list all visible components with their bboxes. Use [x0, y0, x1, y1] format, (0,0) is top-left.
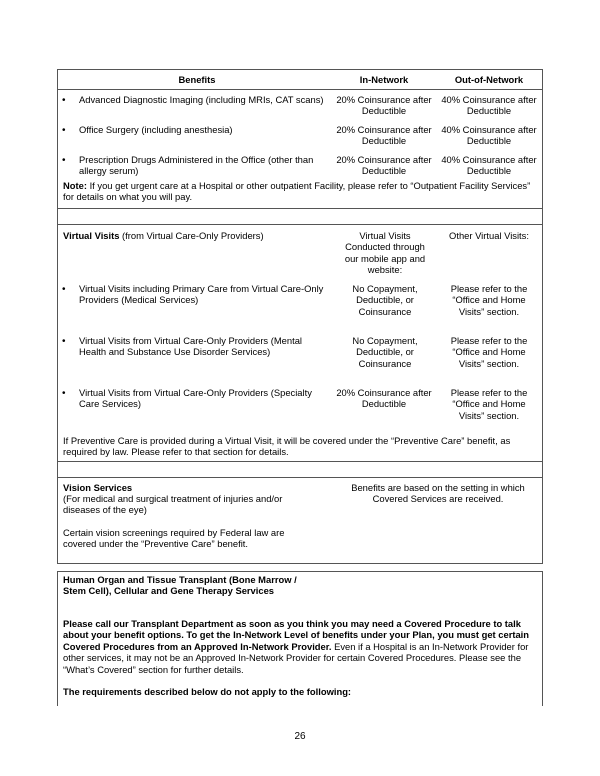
table-row: [58, 279, 542, 331]
in-network-value: 20% Coinsurance after Deductible: [336, 154, 432, 177]
transplant-section: [57, 571, 543, 706]
virtual-in-network-header: Virtual Visits Conducted through our mobile app and website:: [344, 230, 426, 276]
benefit-text: Office Surgery (including anesthesia): [79, 124, 233, 135]
table-row: [58, 90, 542, 120]
out-network-value: 40% Coinsurance after Deductible: [441, 94, 537, 117]
vision-title: Vision Services: [63, 482, 133, 493]
out-network-value: 40% Coinsurance after Deductible: [441, 124, 537, 147]
note-label: Note:: [63, 180, 87, 191]
out-network-header: Out-of-Network: [454, 74, 524, 85]
bullet-icon: •: [62, 95, 66, 106]
spacer-row: [58, 209, 542, 225]
transplant-bold-text: Please call our Transplant Department as soon as you think you may need a Covered Procedure to talk about your benefit options. To get the In-Network Level of benefits under your Plan, you must get certain Covered Procedures from an Approved In-Network Provider.: [63, 618, 530, 652]
in-network-value: No Copayment, Deductible, or Coinsurance: [352, 283, 418, 317]
vision-screening: Certain vision screenings required by Federal law are covered under the “Preventive Care” benefit.: [63, 527, 285, 550]
out-network-value: 40% Coinsurance after Deductible: [441, 154, 537, 177]
out-network-value: Please refer to the “Office and Home Visits” section.: [450, 283, 528, 317]
in-network-value: No Copayment, Deductible, or Coinsurance: [352, 335, 418, 369]
table-row: [58, 383, 542, 435]
transplant-requirements: The requirements described below do not apply to the following:: [63, 686, 352, 697]
table-row: [58, 331, 542, 383]
bullet-icon: •: [62, 155, 66, 166]
transplant-title: Human Organ and Tissue Transplant (Bone Marrow / Stem Cell), Cellular and Gene Therapy Services: [63, 574, 297, 597]
out-network-value: Please refer to the “Office and Home Visits” section.: [450, 335, 528, 369]
virtual-visits-label: Virtual Visits: [63, 230, 120, 241]
page-number: 26: [294, 731, 306, 742]
bullet-icon: •: [62, 388, 66, 399]
table-row: [58, 150, 542, 178]
virtual-out-network-header: Other Virtual Visits:: [449, 230, 529, 241]
virtual-note-row: [58, 435, 542, 462]
vision-coverage: Benefits are based on the setting in which Covered Services are received.: [351, 482, 525, 505]
table-row: [58, 120, 542, 150]
in-network-value: 20% Coinsurance after Deductible: [336, 94, 432, 117]
benefit-text: Virtual Visits from Virtual Care-Only Providers (Specialty Care Services): [79, 387, 312, 410]
bullet-icon: •: [62, 284, 66, 295]
vision-row: [58, 478, 542, 554]
in-network-value: 20% Coinsurance after Deductible: [336, 124, 432, 147]
benefits-header: Benefits: [178, 74, 216, 85]
virtual-visits-suffix: (from Virtual Care-Only Providers): [119, 230, 264, 241]
in-network-value: 20% Coinsurance after Deductible: [336, 387, 432, 410]
note-row: [58, 178, 542, 209]
out-network-value: Please refer to the “Office and Home Visits” section.: [450, 387, 528, 421]
note-text: [63, 180, 539, 203]
virtual-visits-title: [63, 230, 331, 241]
transplant-paragraph: [63, 618, 539, 675]
spacer-row: [58, 462, 542, 478]
benefit-text: Virtual Visits including Primary Care from Virtual Care-Only Providers (Medical Services): [79, 283, 324, 306]
table-header: [58, 70, 542, 90]
in-network-header: In-Network: [359, 74, 409, 85]
benefit-text: Virtual Visits from Virtual Care-Only Providers (Mental Health and Substance Use Disorder Services): [79, 335, 302, 358]
vision-subtitle: (For medical and surgical treatment of injuries and/or diseases of the eye): [63, 493, 283, 516]
transplant-normal-text: Even if a Hospital is an In-Network Provider for other services, it may not be an Approved In-Network Provider for certain Covered Procedures. Please see the “What’s Covered” section for further details.: [63, 640, 529, 675]
bullet-icon: •: [62, 336, 66, 347]
bullet-icon: •: [62, 125, 66, 136]
benefit-text: Prescription Drugs Administered in the Office (other than allergy serum): [79, 154, 314, 177]
virtual-visits-header-row: [58, 225, 542, 279]
benefit-text: Advanced Diagnostic Imaging (including MRIs, CAT scans): [79, 94, 324, 105]
virtual-note-text: If Preventive Care is provided during a Virtual Visit, it will be covered under the “Preventive Care” benefit, as required by law. Please refer to that section for details.: [63, 435, 511, 458]
note-body: If you get urgent care at a Hospital or other outpatient Facility, please refer to “Outpatient Facility Services” for details on what you will pay.: [63, 180, 531, 203]
benefits-table: [57, 69, 543, 564]
